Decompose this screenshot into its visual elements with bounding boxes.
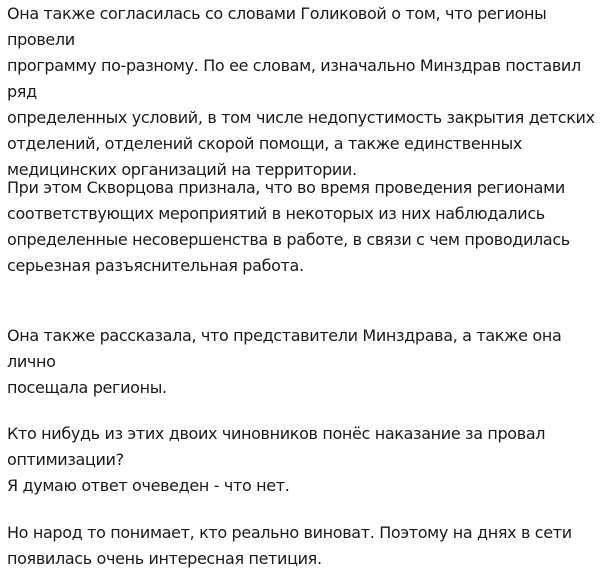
paragraph-author-question: Кто нибудь из этих двоих чиновников понёс наказание за провал оптимизации? Я думаю ответ очеведен - что нет. bbox=[7, 424, 546, 495]
paragraph-region-visits: Она также рассказала, что представители Минздрава, а также она лично посещала регионы. bbox=[7, 326, 562, 397]
paragraph-skvortsova-admission: При этом Скворцова признала, что во время проведения регионами соответствующих мероприятий в некоторых из них наблюдались определенные несовершенства в работе, в связи с чем проводилась серьезная разъяснительная работа. bbox=[7, 178, 570, 275]
paragraph-golikova-agreement: Она также согласилась со словами Голиковой о том, что регионы провели программу по-разному. По ее словам, изначально Минздрав поставил ряд определенных условий, в том числе недопустимость закрытия детских отделений, отделений скорой помощи, а также единственных медицинских организаций на территории. bbox=[7, 4, 595, 179]
paragraph-petition-intro: Но народ то понимает, кто реально виноват. Поэтому на днях в сети появилась очень интересная петиция. bbox=[7, 523, 572, 568]
